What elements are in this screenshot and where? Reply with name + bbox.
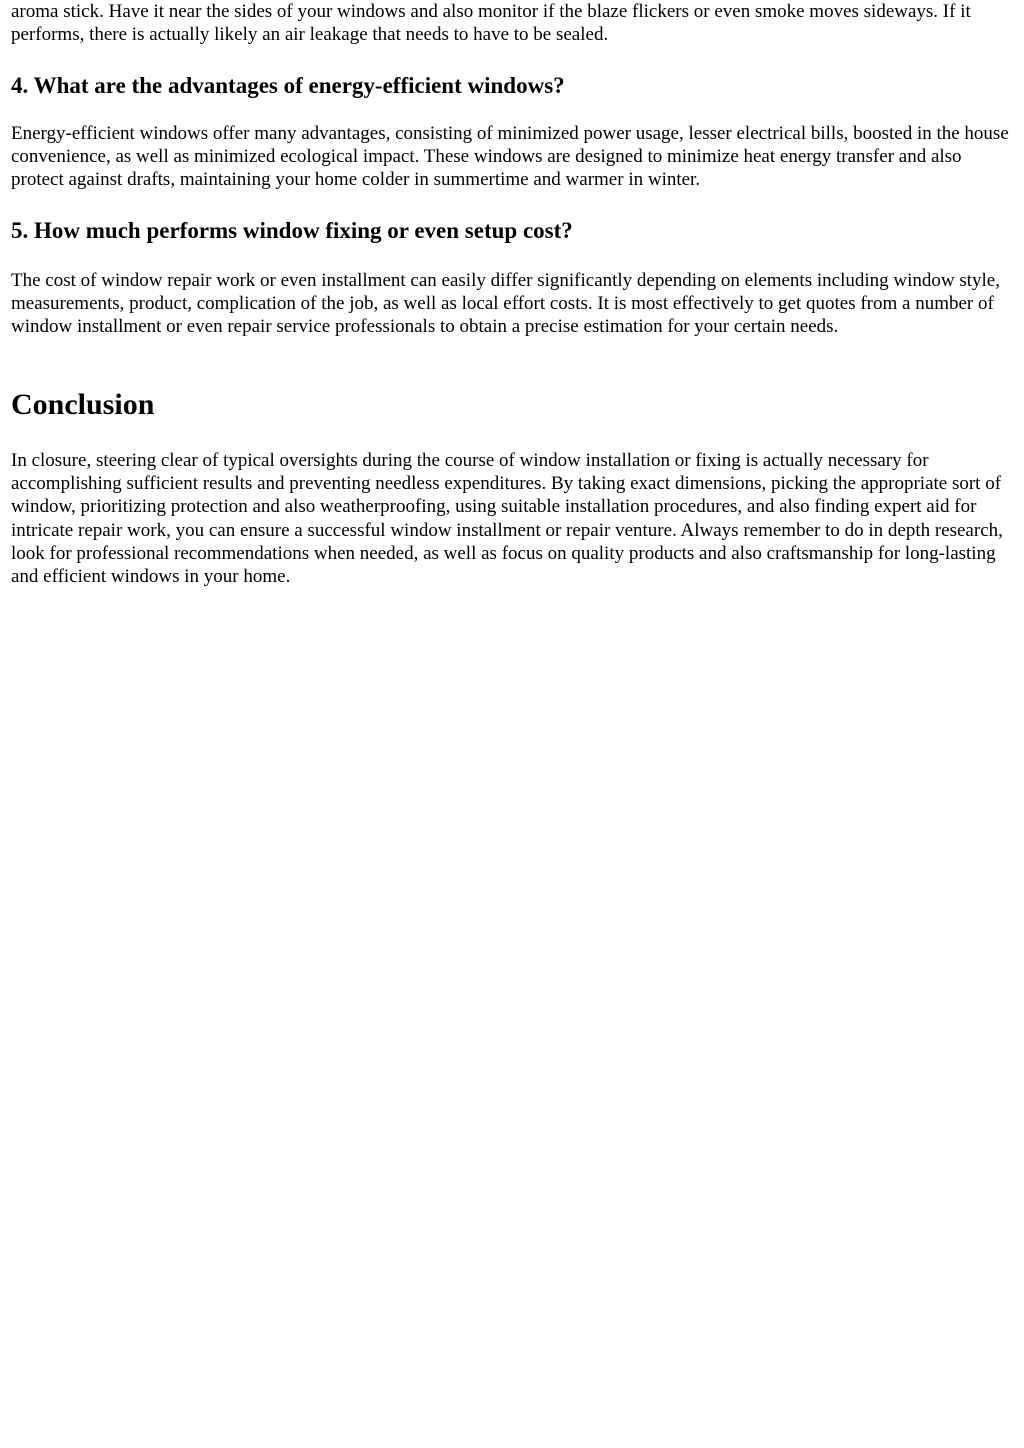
conclusion-paragraph: In closure, steering clear of typical oversights during the course of window installation or fixing is actually necessary for accomplishing sufficient results and preventing needless expenditures. By taking exact dimensions, picking the appropriate sort of window, prioritizing protection and also weatherproofing, using suitable installation procedures, and also finding expert aid for intricate repair work, you can ensure a successful window installment or repair venture. Always remember to do in depth research, look for professional recommendations when needed, as well as focus on quality products and also craftsmanship for long-lasting and efficient windows in your home.	[11, 450, 1003, 588]
faq-answer-5-paragraph: The cost of window repair work or even installment can easily differ significantly depending on elements including window style, measurements, product, complication of the job, as well as local effort costs. It is most effectively to get quotes from a number of window installment or even repair service professionals to obtain a precise estimation for your certain needs.	[11, 270, 1000, 338]
conclusion-heading: Conclusion	[11, 388, 155, 421]
faq-answer-4-paragraph: Energy-efficient windows offer many advantages, consisting of minimized power usage, lesser electrical bills, boosted in the house convenience, as well as minimized ecological impact. These windows are designed to minimize heat energy transfer and also protect against drafts, maintaining your home colder in summertime and warmer in winter.	[11, 123, 1009, 191]
faq-question-5-heading: 5. How much performs window fixing or even setup cost?	[11, 218, 573, 243]
paragraph-intro-fragment: aroma stick. Have it near the sides of your windows and also monitor if the blaze flickers or even smoke moves sideways. If it performs, there is actually likely an air leakage that needs to have to be sealed.	[11, 1, 971, 46]
faq-question-4-heading: 4. What are the advantages of energy-efficient windows?	[11, 73, 565, 98]
